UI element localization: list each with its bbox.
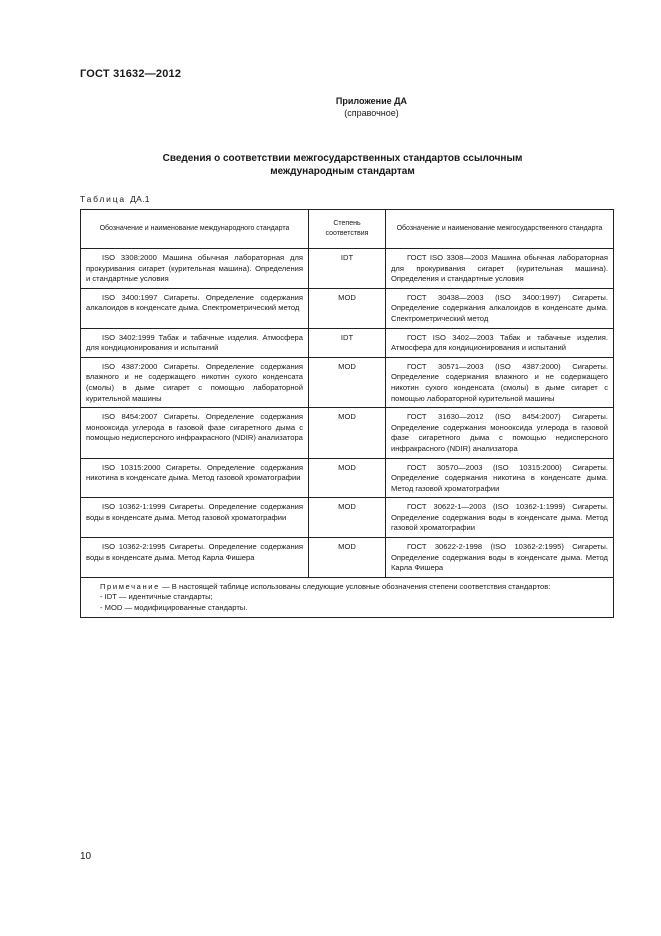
table-row: [81, 538, 614, 578]
table-note-row: [81, 577, 614, 617]
table-header-row: [81, 210, 614, 249]
header-interstate-standard: Обозначение и наименование межгосударственного стандарта: [386, 210, 614, 249]
header-international-standard: Обозначение и наименование международного стандарта: [81, 210, 309, 249]
table-caption-number: ДА.1: [130, 194, 150, 204]
interstate-standard-cell: ГОСТ 31630—2012 (ISO 8454:2007) Сигареты. Определение содержания монооксида углерода в газовой фазе сигаретного дыма с помощью недисперсного инфракрасного (NDIR) анализатора: [386, 408, 614, 458]
international-standard-cell: ISO 10362-1:1999 Сигареты. Определение содержания воды в конденсате дыма. Метод газовой хроматографии: [81, 498, 309, 538]
annex-title: Приложение ДА: [335, 96, 408, 106]
degree-cell: MOD: [309, 288, 386, 328]
section-title-line-2: международным стандартам: [270, 166, 415, 177]
table-row: [81, 357, 614, 407]
degree-cell: MOD: [309, 357, 386, 407]
table-note: [81, 577, 614, 617]
international-standard-cell: ISO 4387:2000 Сигареты. Определение содержания влажного и не содержащего никотин сухого конденсата (смолы) в дыме сигарет с помощью лабораторной курительной машины: [81, 357, 309, 407]
interstate-standard-cell: ГОСТ 30438—2003 (ISO 3400:1997) Сигареты. Определение содержания алкалоидов в конденсате дыма. Спектрометрический метод: [386, 288, 614, 328]
annex-heading: [0, 95, 661, 119]
international-standard-cell: ISO 10315:2000 Сигареты. Определение содержания никотина в конденсате дыма. Метод газовой хроматографии: [81, 458, 309, 498]
international-standard-cell: ISO 3400:1997 Сигареты. Определение содержания алкалоидов в конденсате дыма. Спектрометрический метод: [81, 288, 309, 328]
degree-cell: MOD: [309, 498, 386, 538]
correspondence-table: [80, 209, 614, 618]
section-title: [90, 152, 595, 178]
international-standard-cell: ISO 3402:1999 Табак и табачные изделия. Атмосфера для кондиционирования и испытаний: [81, 328, 309, 357]
note-label: Примечание: [100, 581, 160, 591]
table-row: [81, 458, 614, 498]
table-row: [81, 288, 614, 328]
degree-cell: MOD: [309, 408, 386, 458]
document-code: ГОСТ 31632—2012: [80, 68, 182, 80]
international-standard-cell: ISO 8454:2007 Сигареты. Определение содержания монооксида углерода в газовой фазе сигаретного дыма с помощью недисперсного инфракрасного (NDIR) анализатора: [81, 408, 309, 458]
annex-subtitle: (справочное): [344, 108, 399, 118]
interstate-standard-cell: ГОСТ 30622-2-1998 (ISO 10362-2:1995) Сигареты. Определение содержания воды в конденсате дыма. Метод Карла Фишера: [386, 538, 614, 578]
table-caption: [80, 194, 150, 204]
table-row: [81, 328, 614, 357]
note-item-mod: - MOD — модифицированные стандарты.: [100, 603, 248, 613]
table-caption-prefix: Таблица: [80, 194, 126, 204]
note-body: — В настоящей таблице использованы следующие условные обозначения степени соответствия стандартов:: [162, 581, 551, 591]
interstate-standard-cell: ГОСТ ISO 3308—2003 Машина обычная лабораторная для прокуривания сигарет (курительная машина). Определения и стандартные условия: [386, 249, 614, 289]
note-text: [86, 582, 608, 593]
table-row: [81, 249, 614, 289]
interstate-standard-cell: ГОСТ 30622-1—2003 (ISO 10362-1:1999) Сигареты. Определение содержания воды в конденсате дыма. Метод газовой хроматографии: [386, 498, 614, 538]
degree-cell: MOD: [309, 538, 386, 578]
interstate-standard-cell: ГОСТ 30570—2003 (ISO 10315:2000) Сигареты. Определение содержания никотина в конденсате дыма. Метод газовой хроматографии: [386, 458, 614, 498]
table-row: [81, 408, 614, 458]
degree-cell: IDT: [309, 249, 386, 289]
international-standard-cell: ISO 3308:2000 Машина обычная лабораторная для прокуривания сигарет (курительная машина). Определения и стандартные условия: [81, 249, 309, 289]
degree-cell: IDT: [309, 328, 386, 357]
degree-cell: MOD: [309, 458, 386, 498]
note-item-idt: - IDT — идентичные стандарты;: [100, 592, 213, 602]
interstate-standard-cell: ГОСТ 30571—2003 (ISO 4387:2000) Сигареты. Определение содержания влажного и не содержащего никотин сухого конденсата (смолы) в дыме сигарет с помощью лабораторной курительной машины: [386, 357, 614, 407]
table-row: [81, 498, 614, 538]
international-standard-cell: ISO 10362-2:1995 Сигареты. Определение содержания воды в конденсате дыма. Метод Карла Фишера: [81, 538, 309, 578]
interstate-standard-cell: ГОСТ ISO 3402—2003 Табак и табачные изделия. Атмосфера для кондиционирования и испытаний: [386, 328, 614, 357]
section-title-line-1: Сведения о соответствии межгосударственных стандартов ссылочным: [162, 153, 523, 164]
page-number: 10: [80, 851, 92, 862]
header-degree-of-correspondence: Степень соответствия: [309, 210, 386, 249]
